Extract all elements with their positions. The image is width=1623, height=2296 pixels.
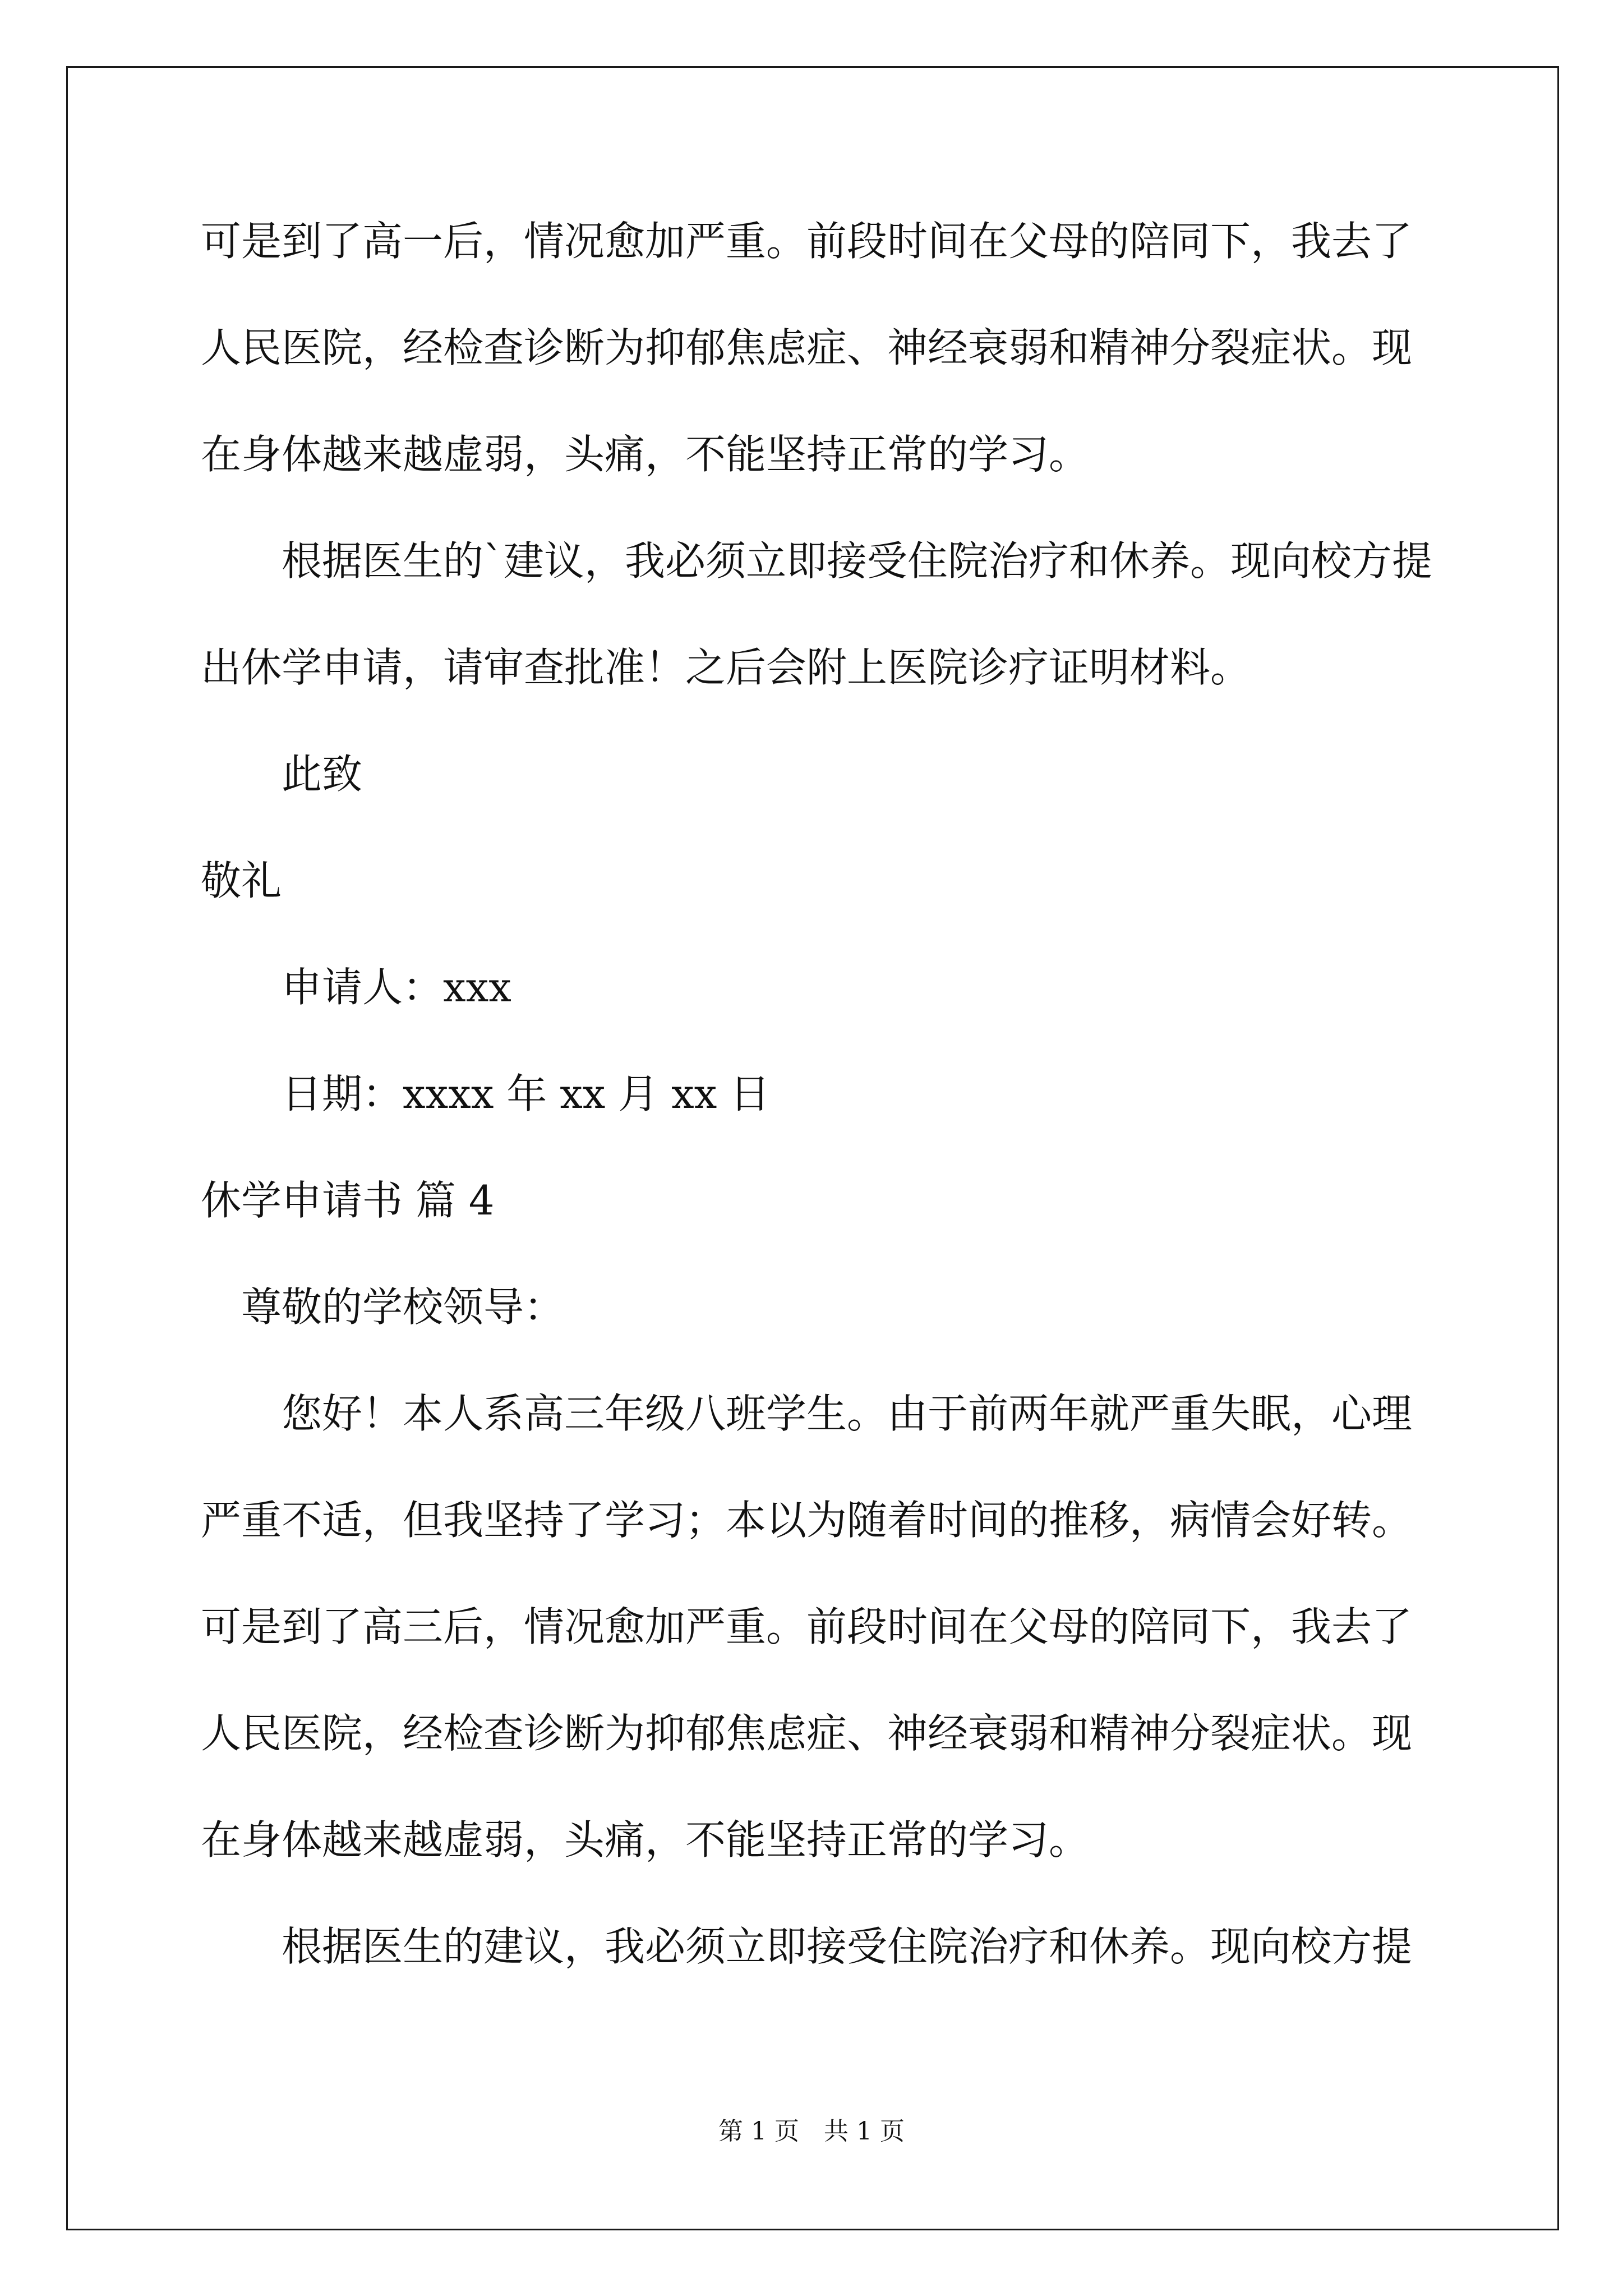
body-line: 可是到了高三后，情况愈加严重。前段时间在父母的陪同下，我去了 [201,1603,1413,1650]
body-line: 在身体越来越虚弱，头痛，不能坚持正常的学习。 [201,431,1090,478]
closing-salutation: 此致 [282,751,363,798]
greeting-line: 尊敬的学校领导： [241,1283,565,1331]
body-line: 严重不适，但我坚持了学习；本以为随着时间的推移，病情会好转。 [201,1497,1413,1544]
body-line: 出休学申请，请审查批准！之后会附上医院诊疗证明材料。 [201,644,1251,691]
page-number-footer: 第 1 页 共 1 页 [718,2117,905,2146]
closing-regards: 敬礼 [201,857,282,904]
body-line: 在身体越来越虚弱，头痛，不能坚持正常的学习。 [201,1816,1090,1864]
applicant-line: 申请人：xxx [282,964,511,1011]
section-heading: 休学申请书 篇 4 [201,1177,495,1224]
date-line: 日期：xxxx 年 xx 月 xx 日 [282,1070,771,1117]
body-line: 可是到了高一后，情况愈加严重。前段时间在父母的陪同下，我去了 [201,218,1413,265]
body-line: 根据医生的`建议，我必须立即接受住院治疗和休养。现向校方提 [282,537,1433,585]
body-line: 人民医院，经检查诊断为抑郁焦虑症、神经衰弱和精神分裂症状。现 [201,1710,1413,1757]
page-border [66,66,1559,2230]
body-line: 人民医院，经检查诊断为抑郁焦虑症、神经衰弱和精神分裂症状。现 [201,324,1413,371]
body-line: 您好！本人系高三年级八班学生。由于前两年就严重失眠，心理 [282,1390,1413,1437]
body-line: 根据医生的建议，我必须立即接受住院治疗和休养。现向校方提 [282,1923,1413,1970]
